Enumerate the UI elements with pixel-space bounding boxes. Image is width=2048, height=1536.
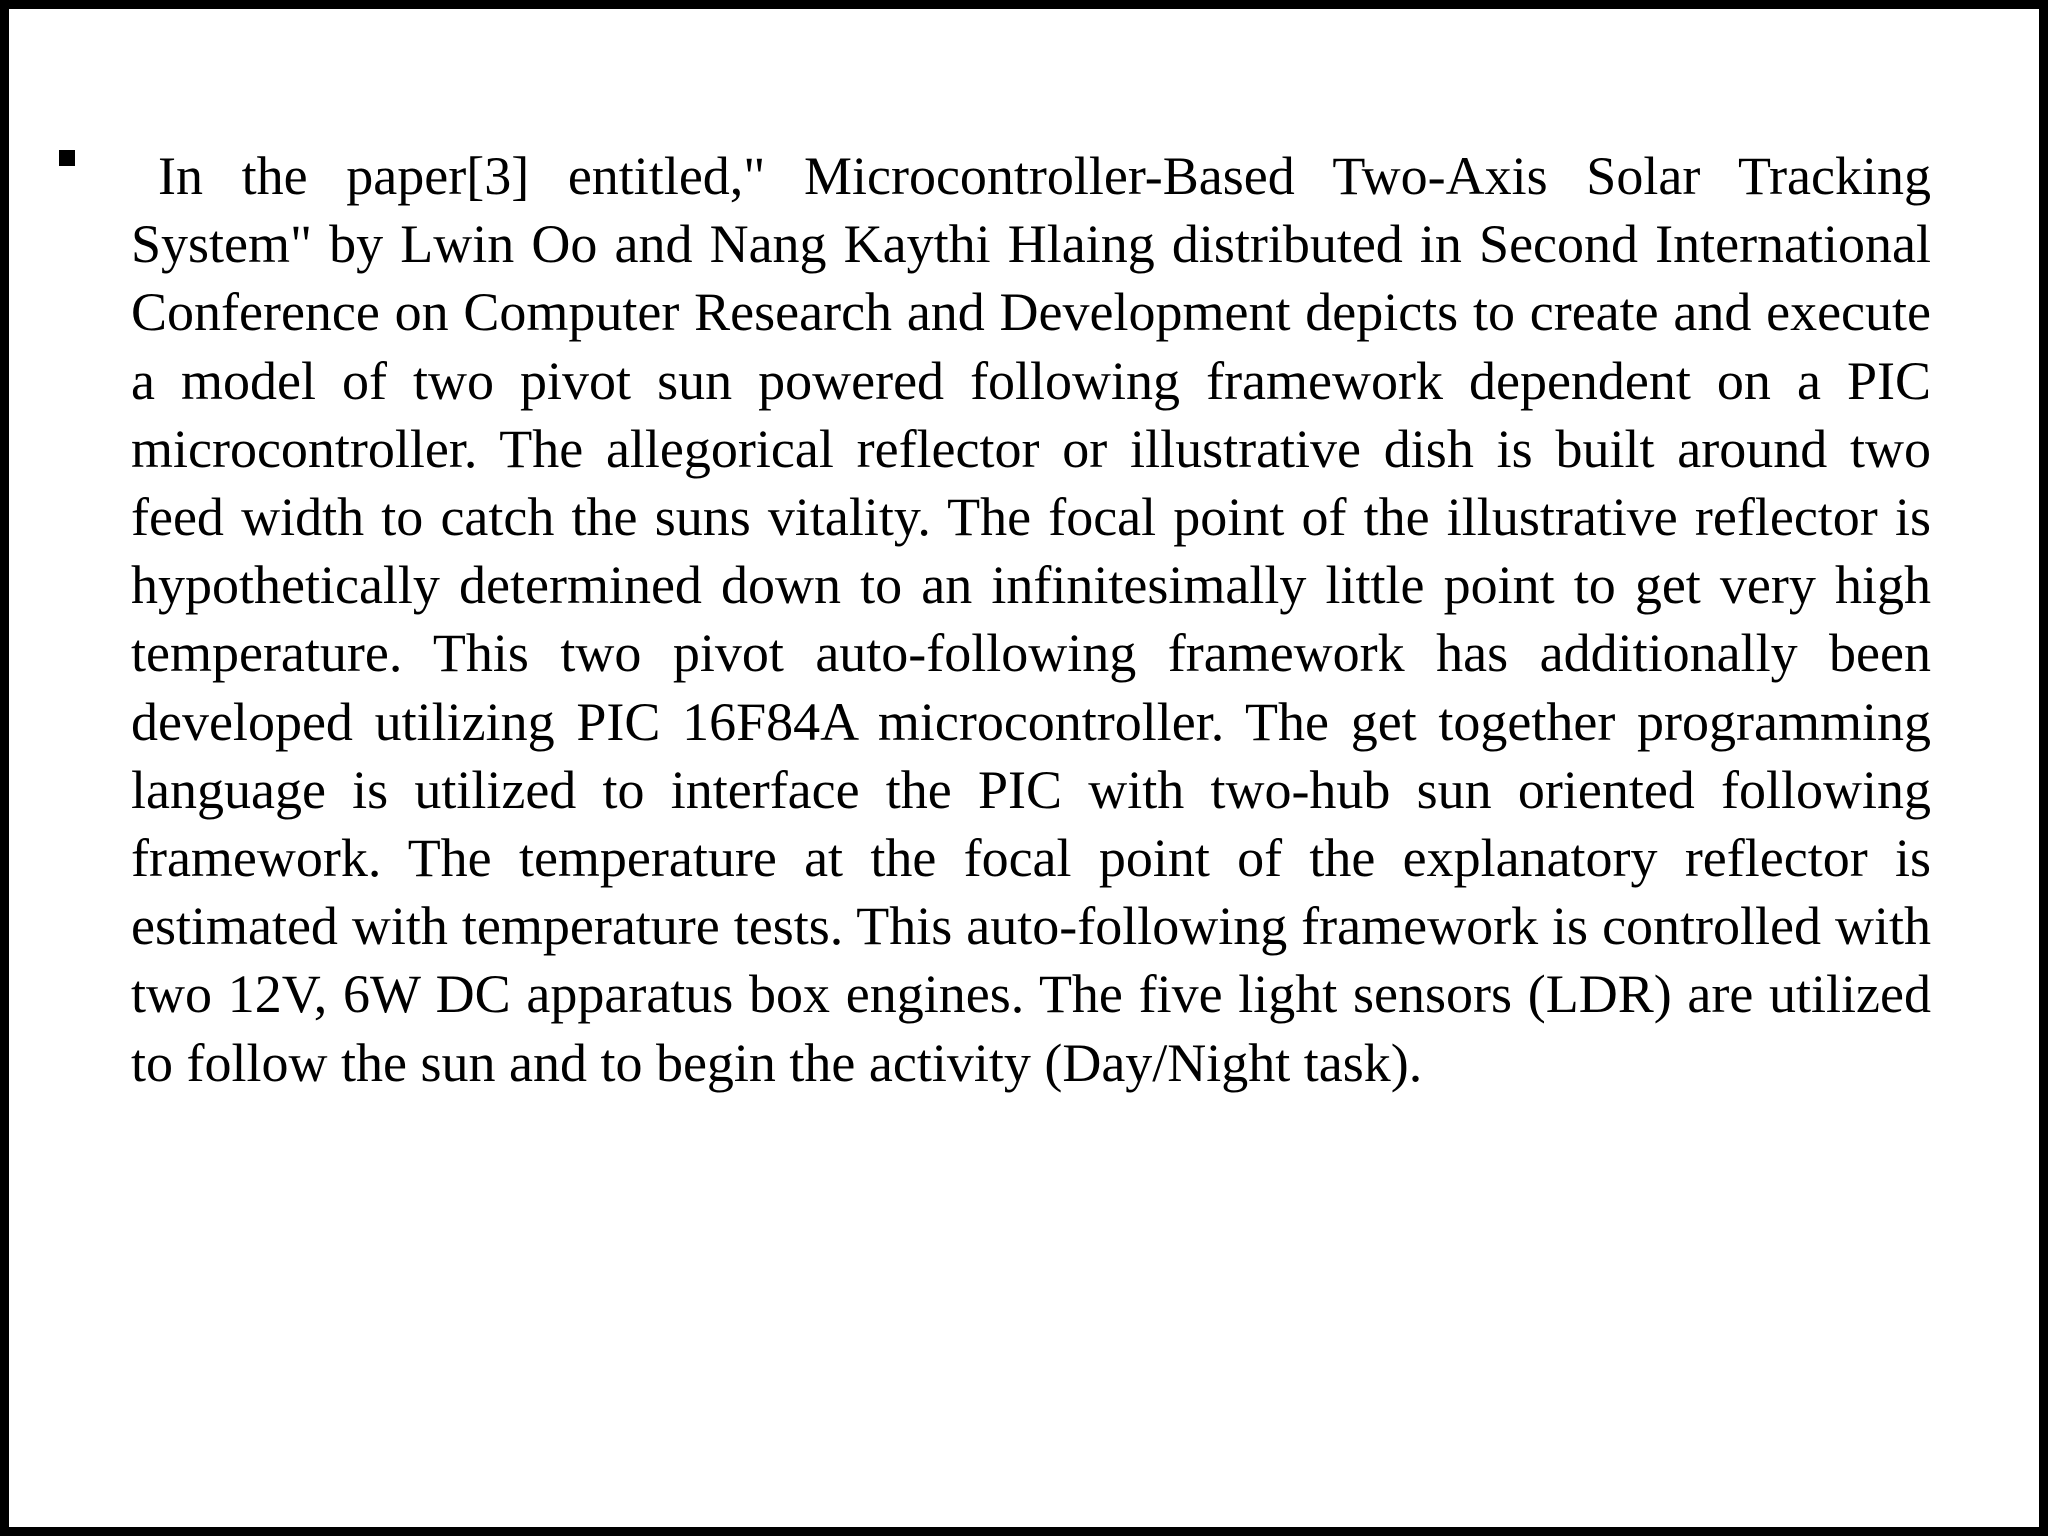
bullet-item: [9, 9, 2039, 1527]
square-bullet-icon: [59, 150, 75, 166]
bullet-text: In the paper[3] entitled," Microcontroller-Based Two-Axis Solar Tracking System" by Lwin Oo and Nang Kaythi Hlaing distributed in Second International Conference on Computer Research and Development depicts to create and execute a model of two pivot sun powered following framework dependent on a PIC microcontroller. The allegorical reflector or illustrative dish is built around two feed width to catch the suns vitality. The focal point of the illustrative reflector is hypothetically determined down to an infinitesimally little point to get very high temperature. This two pivot auto-following framework has additionally been developed utilizing PIC 16F84A microcontroller. The get together programming language is utilized to interface the PIC with two-hub sun oriented following framework. The temperature at the focal point of the explanatory reflector is estimated with temperature tests. This auto-following framework is controlled with two 12V, 6W DC apparatus box engines. The five light sensors (LDR) are utilized to follow the sun and to begin the activity (Day/Night task).: [131, 146, 1931, 1093]
slide: [9, 9, 2039, 1527]
